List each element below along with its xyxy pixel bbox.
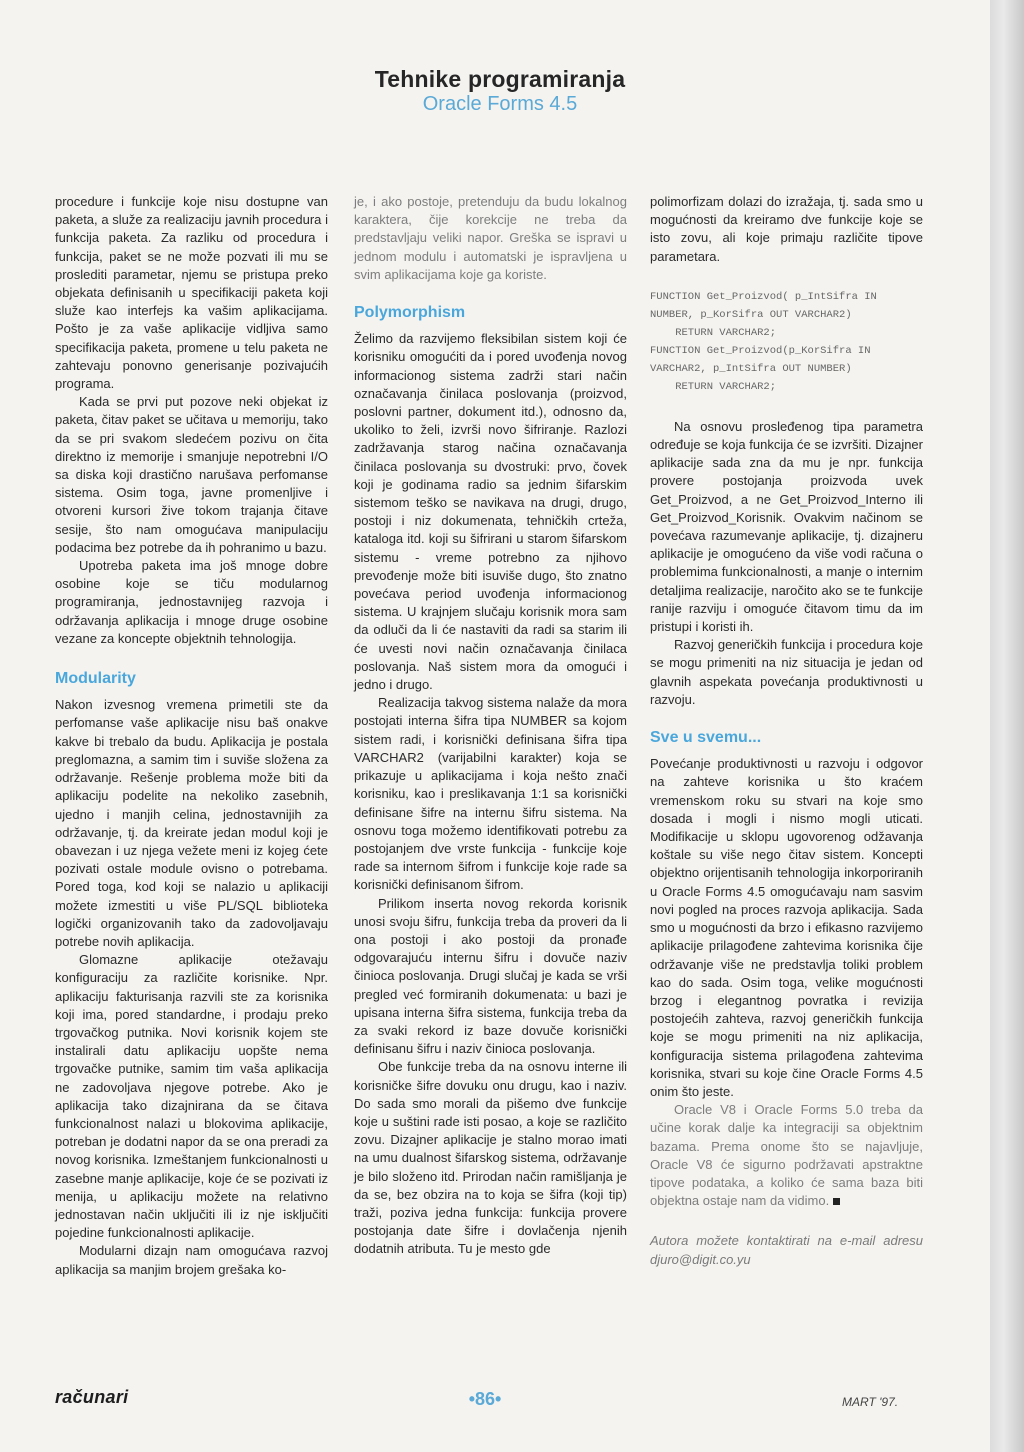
paragraph: Realizacija takvog sistema nalaže da mora postojati interna šifra tipa NUMBER sa kojom sistem radi, i korisnički definisana šifra tipa VARCHAR2 (varijabilni karakter) koja se prikazuje u aplikacijama i koja nešto znači korisniku, kao i preslikavanja 1:1 sa korisnički definisane šifre na internu šifru sistema. Na osnovu toga možemo identifikovati potrebu za postojanjem dve vrste funkcija - funkcije koje rade sa internom šifrom i funkcije koje rade sa korisnički definisanom šifrom. xyxy=(354,695,627,893)
paragraph: Glomazne aplikacije otežavaju konfiguraciju za različite korisnike. Npr. aplikaciju fakturisanja razvili ste za korisnika koji ima, pored standardne, i prodaju preko trgovačkog putnika. Novi korisnik kojem ste instalirali datu aplikaciju uopšte nema trgovačke putnike, samim tim vaša aplikacija ne zadovoljava njegove potrebe. Ako je aplikacija tako dizajnirana da se čitava funkcionalnost nalazi u blokovima aplikacije, potreban je dodatni napor da se ona preradi za novog korisnika. Izmeštanjem funkcionalnosti u zasebne manje aplikacije, koje će se pozivati iz menija, u aplikaciju možete na relativno jednostavan način uključiti ili iz nje isključiti pojedine funkcionalnosti aplikacije. xyxy=(55,952,328,1241)
paragraph: Obe funkcije treba da na osnovu interne ili korisničke šifre dovuku onu drugu, kao i naziv. Do sada smo morali da pišemo dve funkcije koje u suštini rade isti posao, a koje se različito zovu. Dizajner aplikacije je stalno morao imati na umu dualnost šifarskog sistema, održavanje je bilo složeno itd. Prirodan način ramišljanja je da se, bez obzira na to koja se šifra (koji tip) traži, poziva jedna funkcija: funkcija provere postojanja date šifre i dovlačenja njenih dodatnih atributa. Tu je mesto gde xyxy=(354,1059,627,1257)
paragraph: Modularni dizajn nam omogućava razvoj aplikacija sa manjim brojem grešaka ko- xyxy=(55,1243,328,1277)
page-edge xyxy=(990,0,1024,1452)
article-subtitle: Oracle Forms 4.5 xyxy=(422,93,578,115)
page-number: •86• xyxy=(468,1389,502,1409)
paragraph: Upotreba paketa ima još mnoge dobre osobine koje se tiču modularnog programiranja, jednostavnijeg razvoja i održavanja aplikacija i mnoge druge osobine vezane za koncepte objektnih tehnologija. xyxy=(55,558,328,646)
paragraph: Razvoj generičkih funkcija i procedura koje se mogu primeniti na niz situacija je jedan od glavnih aspekata povećanja produktivnosti u razvoju. xyxy=(650,637,923,707)
paragraph-final-text: Oracle V8 i Oracle Forms 5.0 treba da učine korak dalje ka integraciji sa objektnim bazama. Prema onome što se najavljuje, Oracle V8 će sigurno podržavati apstraktne tipove podataka, a koliko će sama baza biti objektna ostaje nam da vidimo. xyxy=(650,1102,923,1209)
paragraph: polimorfizam dolazi do izražaja, tj. sada smo u mogućnosti da kreiramo dve funkcije koje se isto zovu, ali koje primaju različite tipove parametara. xyxy=(650,194,923,264)
article-title: Tehnike programiranja xyxy=(374,66,626,92)
paragraph: Na osnovu prosleđenog tipa parametra određuje se koja funkcija će se izvršiti. Dizajner aplikacije sada zna da mu je npr. funkcija provere postojanja proizvoda uvek Get_Proizvod, a ne Get_Proizvod_Interno ili Get_Proizvod_Korisnik. Ovakvim načinom se povećava razumevanje aplikacije, tj. dizajneru aplikacije je omogućeno da više vodi računa o problemima funkcionalnosti, a manje o internim detaljima realizacije, naročito ako se te funkcije ranije razviju i omoguće čitavom timu da im pristupi i koristi ih. xyxy=(650,418,923,635)
paragraph: je, i ako postoje, pretenduju da budu lokalnog karaktera, čije korekcije ne treba da predstavljaju veliki napor. Greška se ispravi u jednom modulu i automatski je ispravljena u svim aplikacijama koje ga koriste. xyxy=(354,194,627,282)
paragraph-final xyxy=(650,1101,923,1210)
article-header xyxy=(0,66,1000,116)
section-heading-summary: Sve u svemu... xyxy=(650,729,762,747)
paragraph: procedure i funkcije koje nisu dostupne van paketa, a služe za realizaciju javnih procedura i funkcija paketa. Za razliku od procedura i funkcija, paket se ne može pozvati ili mu se proslediti parametar, njemu se pristupa preko objekata definisanih u specifikaciji paketa koji služe kao interfejs ka vašim aplikacijama. Pošto je za vaše aplikacije vidljiva samo specifikacija paketa, promene u telu paketa ne zahtevaju ponovno generisanje pozivajućih programa. xyxy=(55,194,328,392)
section-heading-polymorphism: Polymorphism xyxy=(354,304,466,322)
paragraph: Želimo da razvijemo fleksibilan sistem koji će korisniku omogućiti da i pored uvođenja novog informacionog sistema zadrži stari način označavanja činilaca poslovanja (proizvod, poslovni partner, dokument itd.), odnosno da, ukoliko to želi, izvrši novo šifriranje. Razlozi zadržavanja starog načina označavanja činilaca poslovanja su dvostruki: prvo, čovek koji je godinama radio sa jednim šifarskim sistemom teško se navikava na drugi, drugo, postoji i niz dokumenata, tehničkih crteža, kataloga itd. koji su šifrirani u starom šifarskom sistemu - vreme potrebno za njihovo prevođenje može biti isuviše dugo, što znatno povećava period uvođenja informacionog sistema. U krajnjem slučaju korisnik mora sam da odluči da li će nastaviti da radi sa starim ili će uvesti novi način označavanja činilaca poslovanja. Naš sistem mora da omogući i jedno i drugo. xyxy=(354,331,627,693)
paragraph: Kada se prvi put pozove neki objekat iz paketa, čitav paket se učitava u memoriju, tako da se pri svakom sledećem pozivu on čita direktno iz memorije i smanjuje nepotrebni I/O sa diska koji drastično narušava perfomanse sistema. Osim toga, javne promenljive i otvoreni kursori žive tokom trajanja čitave sesije, što nam omogućava manipulaciju podacima bez potrebe da ih pohranimo u bazu. xyxy=(55,394,328,555)
author-contact-note: Autora možete kontaktirati na e-mail adresu djuro@digit.co.yu xyxy=(650,1233,923,1267)
column-right xyxy=(650,193,923,1269)
end-of-article-icon xyxy=(833,1198,840,1205)
section-heading-modularity: Modularity xyxy=(55,670,136,688)
column-left xyxy=(55,193,328,1279)
paragraph: Nakon izvesnog vremena primetili ste da perfomanse vaše aplikacije nisu baš onakve kakve bi trebalo da budu. Aplikacija je postala preglomazna, a samim tim i suviše složena za održavanje. Rešenje problema može biti da aplikaciju podelite na nekoliko zasebnih, ujedno i manjih celina, jednostavnijih za održavanje, tj. da kreirate jedan modul koji je obavezan i uz njega vežete meni iz kojeg ćete pozivati ostale module ovisno o potrebama. Pored toga, kod koji se nalazio u aplikaciji možete izmestiti u više PL/SQL biblioteka logički organizovanih tako da zadovoljavaju potrebe novih aplikacija. xyxy=(55,697,328,949)
paragraph: Prilikom inserta novog rekorda korisnik unosi svoju šifru, funkcija treba da proveri da li ona postoji i ako postoji da pronađe odgovarajuću internu šifru i dovuče naziv činioca poslovanja. Drugi slučaj je kada se vrši pregled već formiranih dokumenata: u bazi je upisana interna šifra sistema, funkcija treba da za svaki rekord iz baze dovuče korisnički definisanu šifru i naziv činioca poslovanja. xyxy=(354,895,627,1057)
paragraph: Povećanje produktivnosti u razvoju i odgovor na zahteve korisnika u što kraćem vremenskom roku su stvari na koje smo dosada i mogli i nismo mogli uticati. Modifikacije u sklopu ugovorenog odžavanja koštale su više nego čitav sistem. Koncepti objektno orijentisanih tehnologija inkorporiranih u Oracle Forms 4.5 omogućavaju nam sasvim novi pogled na proces razvoja aplikacija. Sada smo u mogućnosti da brzo i efikasno razvijemo aplikacije prilagođene zahtevima korisnika čije održavanje više ne predstavlja toliki problem kao do sada. Osim toga, velike mogućnosti brzog i elegantnog povratka i revizija postojećih zahteva, razvoj generičkih funkcija koje se mogu primeniti na niz aplikacija, konfiguracija sistema prilagođena zahtevima korisnika, stvari su koje čine Oracle Forms 4.5 onim što jeste. xyxy=(650,756,923,1099)
column-middle xyxy=(354,193,627,1259)
issue-date: MART '97. xyxy=(842,1395,899,1409)
magazine-name: računari xyxy=(55,1387,129,1407)
code-block: FUNCTION Get_Proizvod( p_IntSifra IN NUMBER, p_KorSifra OUT VARCHAR2) RETURN VARCHAR2; FUNCTION Get_Proizvod(p_KorSifra IN VARCHAR2, p_IntSifra OUT NUMBER) RETURN VARCHAR2; xyxy=(650,290,877,393)
